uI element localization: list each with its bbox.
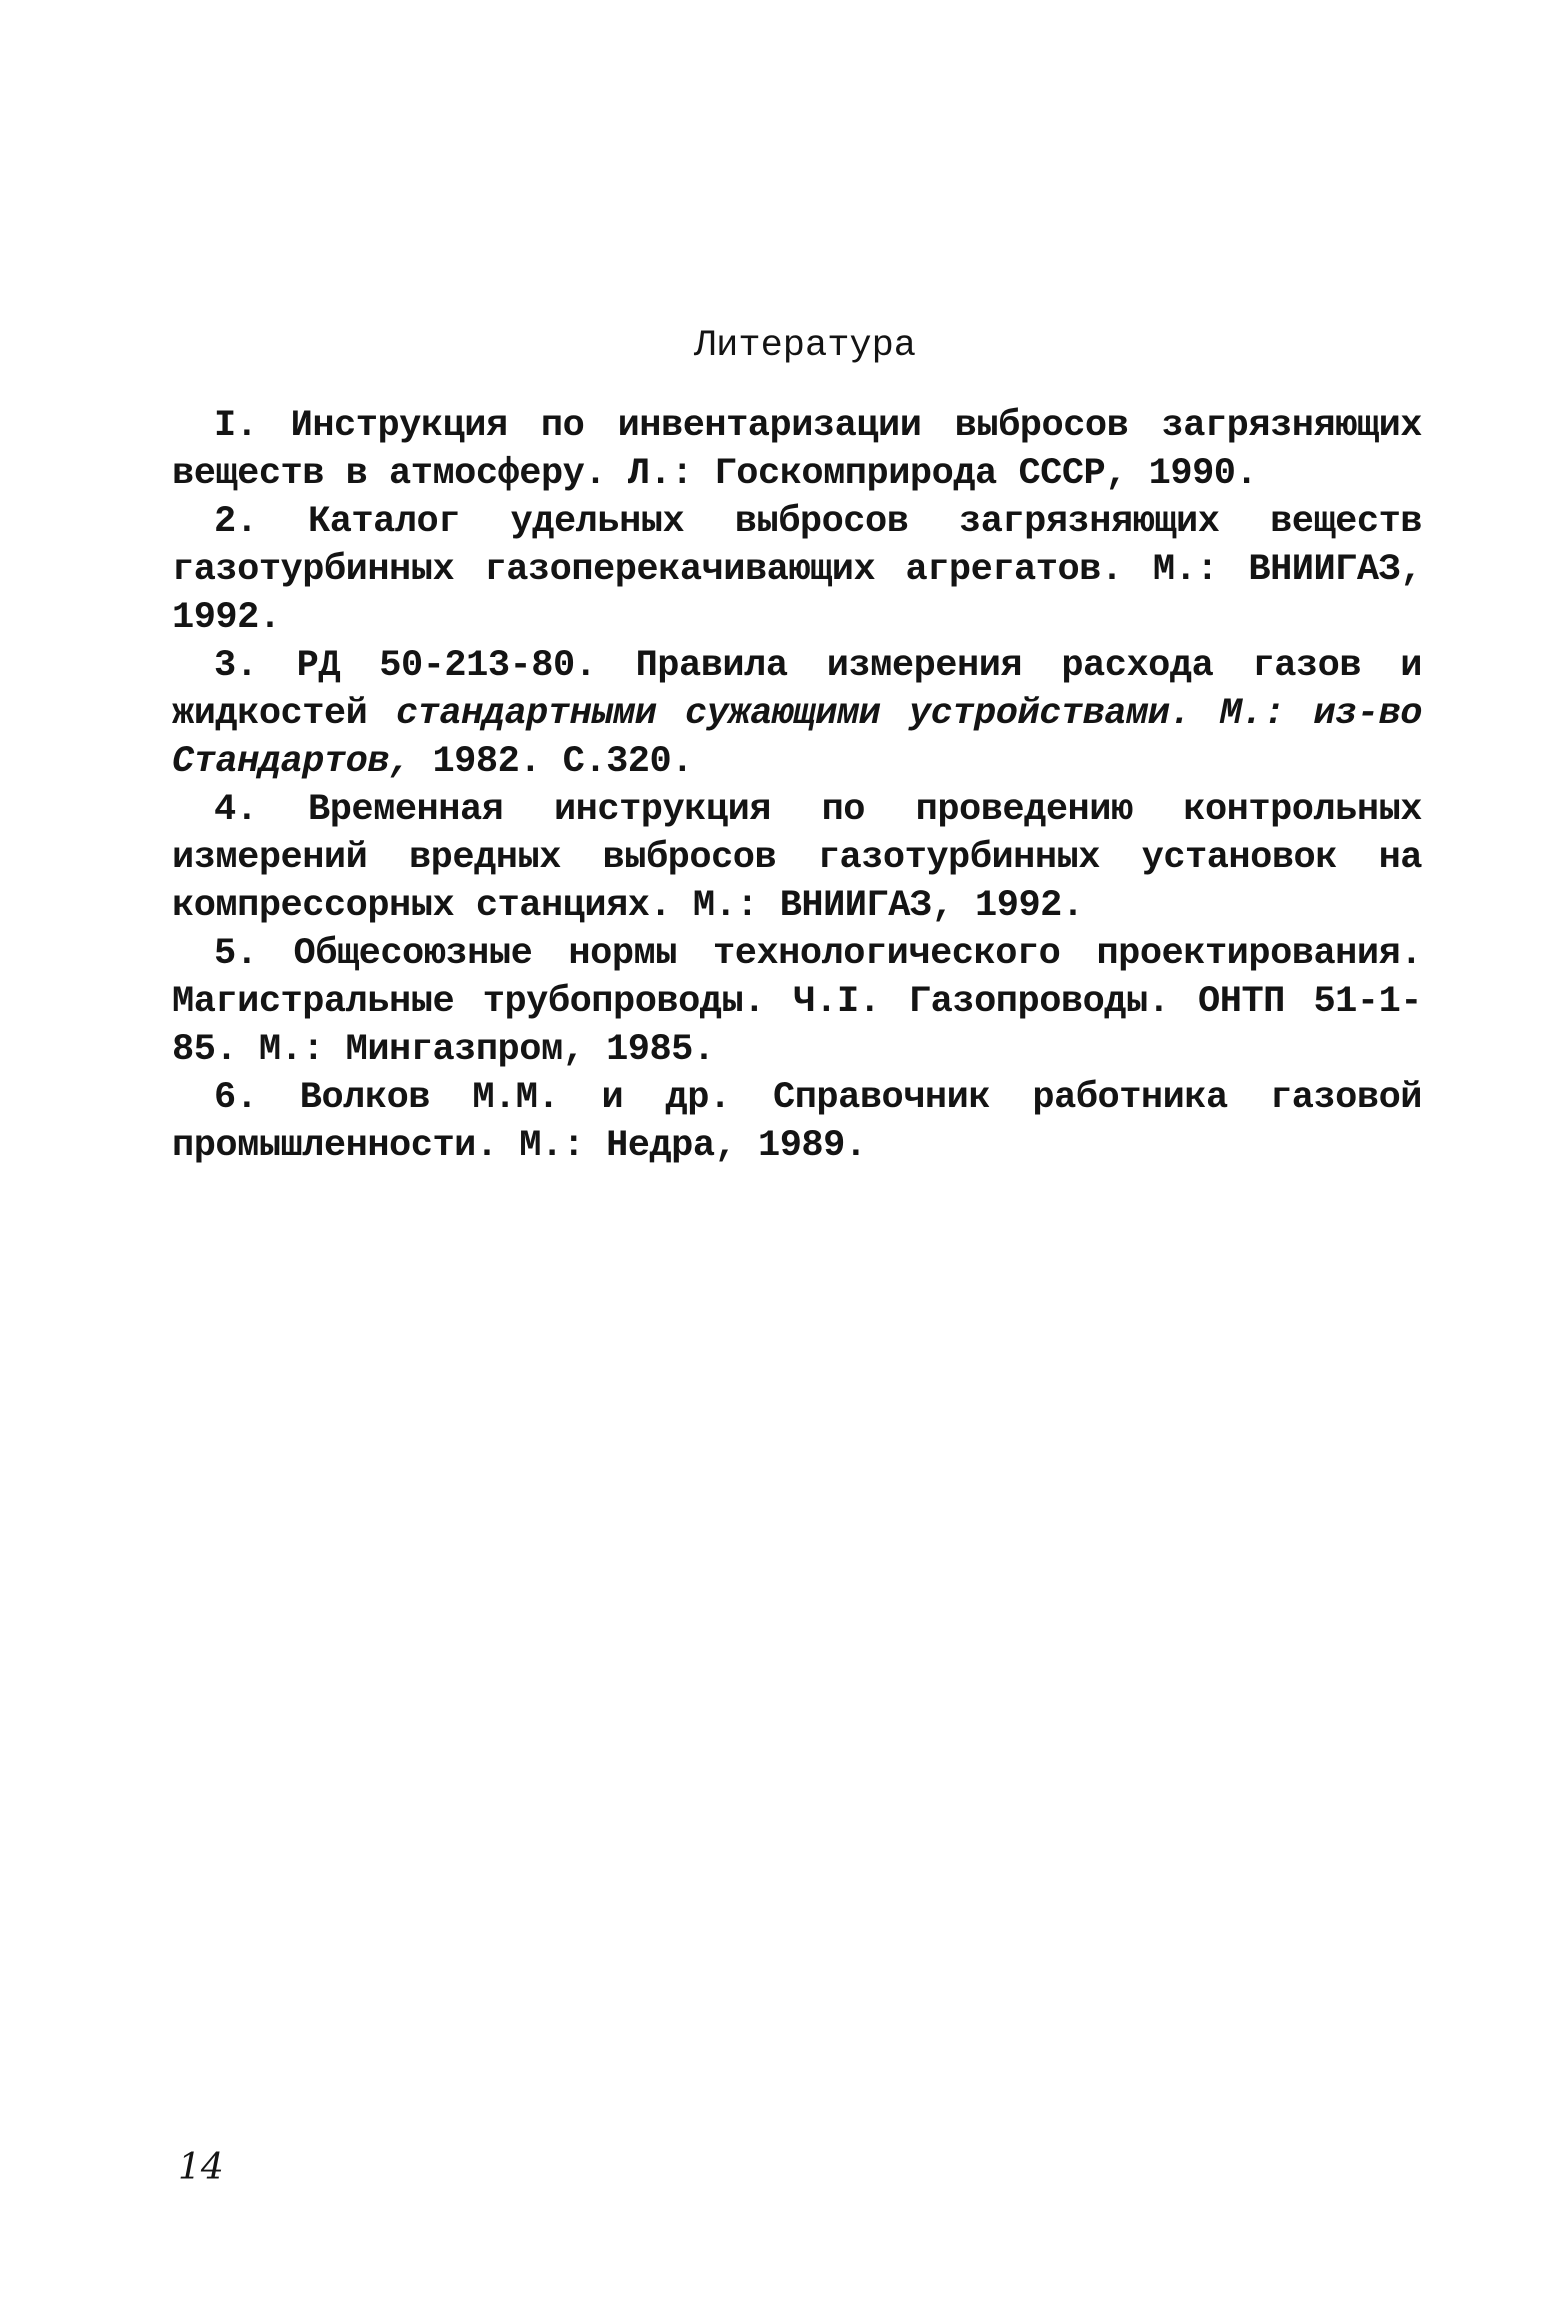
reference-item-4: 4. Временная инструкция по проведению контрольных измерений вредных выбросов газотурбинных установок на компрессорных станциях. М.: ВНИИГАЗ, 1992. (172, 789, 1422, 927)
reference-3-part-a: 3. РД 50-213-80. Правила измерения расхода газов и жидкостей (172, 645, 1422, 735)
reference-item-5: 5. Общесоюзные нормы технологического проектирования. Магистральные трубопроводы. Ч.I. Газопроводы. ОНТП 51-1-85. М.: Мингазпром, 1985. (172, 933, 1422, 1071)
reference-item-2: 2. Каталог удельных выбросов загрязняющих веществ газотурбинных газоперекачивающих агрегатов. М.: ВНИИГАЗ, 1992. (172, 501, 1422, 639)
reference-3-part-c: 1982. С.320. (410, 741, 693, 783)
reference-item-6: 6. Волков М.М. и др. Справочник работника газовой промышленности. М.: Недра, 1989. (172, 1077, 1422, 1167)
reference-list (172, 402, 1422, 1170)
page-number: 14 (178, 2147, 224, 2188)
reference-item-1: I. Инструкция по инвентаризации выбросов загрязняющих веществ в атмосферу. Л.: Госкомприрода СССР, 1990. (172, 405, 1422, 495)
reference-item-3 (172, 642, 1422, 786)
reference-3-part-italic: стандартными сужающими устройствами. М.: из-во Стандартов, (172, 693, 1422, 783)
page-title: Литература (693, 325, 917, 367)
